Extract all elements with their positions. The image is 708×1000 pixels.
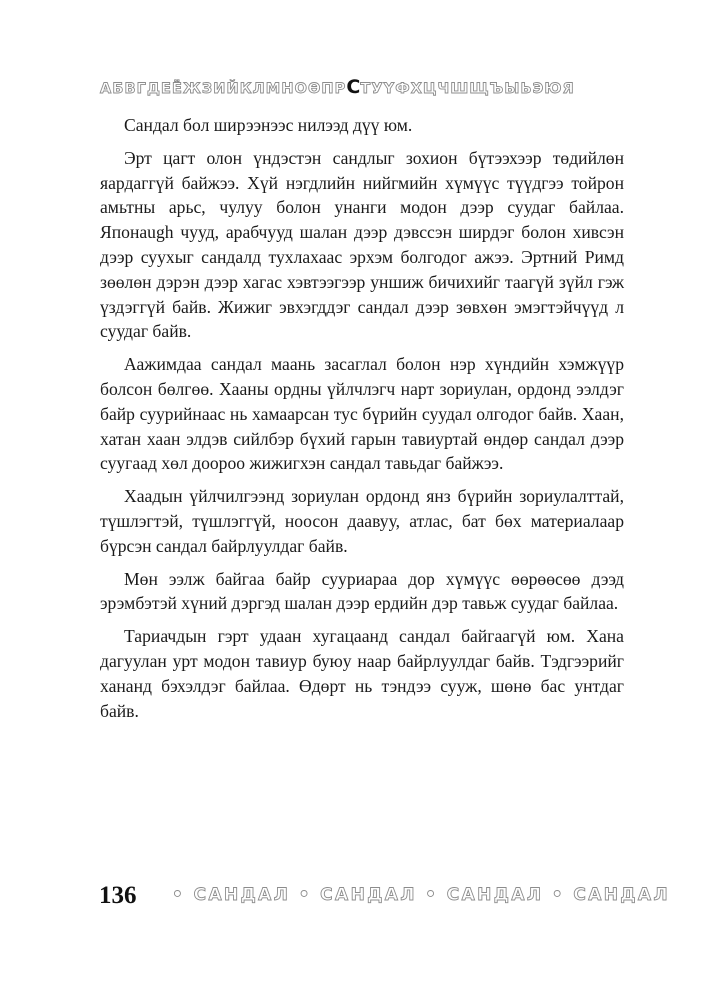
alphabet-letters-after: ТУҮФХЦЧШЩЪЫЬЭЮЯ	[360, 81, 575, 97]
alphabet-letters-before: АБВГДЕЁЖЗИЙКЛМНОӨПР	[100, 81, 347, 97]
paragraph-2: Эрт цагт олон үндэстэн сандлыг зохион бүтээхээр төдийлөн яардаггүй байжээ. Хүй нэгдлийн нийгмийн хүмүүс түүдгээ тойрон амьтны арьс, чулуу болон унанги модон дээр суудаг байлаа. Японaugh чууд, арабчууд шалан дээр дэвссэн ширдэг болон хивсэн дээр суухыг сандалд тухлахаас эрхэм болгодог ажээ. Эртний Римд зөөлөн дэрэн дээр хагас хэвтээгээр уншиж бичихийг таагүй зүйл гэж үздэггүй байв. Жижиг эвхэгддэг сандал дээр зөвхөн эмэгтэйчүүд л суудаг байв.	[100, 147, 624, 342]
alphabet-current-letter: С	[346, 76, 361, 98]
paragraph-3: Аажимдаа сандал маань засаглал болон нэр хүндийн хэмжүүр болсон бөлгөө. Хааны ордны үйлчлэгч нарт зориулан, ордонд ээлдэг байр суурийнаас нь хамаарсан тус бүрийн суудал олгодог байв. Хаан, хатан хаан элдэв сийлбэр бүхий гарын тавиуртай өндөр сандал дээр суугаад хөл доороо жижигхэн сандал тавьдаг байжээ.	[100, 354, 624, 474]
paragraph-4: Хаадын үйлчилгээнд зориулан ордонд янз бүрийн зориулалттай, түшлэгтэй, түшлэггүй, ноосон даавуу, атлас, бат бөх материалаар бүрсэн сандал байрлуулдаг байв.	[100, 486, 624, 556]
paragraph-5: Мөн ээлж байгаа байр сууриараа дор хүмүүс өөрөөсөө дээд эрэмбэтэй хүний дэргэд шалан дээр ердийн дэр тавьж суудаг байлаа.	[100, 568, 624, 614]
running-footer-title: • САНДАЛ • САНДАЛ • САНДАЛ • САНДАЛ	[172, 885, 671, 905]
page-number: 136	[99, 882, 137, 909]
alphabet-header	[100, 76, 630, 98]
paragraph-6: Тариачдын гэрт удаан хугацаанд сандал байгаагүй юм. Хана дагуулан урт модон тавиур буюу наар байрлуулдаг байв. Тэдгээрийг хананд бэхэлдэг байлаа. Өдөрт нь тэндээ сууж, шөнө бас унтдаг байв.	[100, 626, 624, 721]
article-body	[100, 113, 624, 731]
paragraph-1: Сандал бол ширээнээс нилээд дүү юм.	[124, 115, 413, 135]
